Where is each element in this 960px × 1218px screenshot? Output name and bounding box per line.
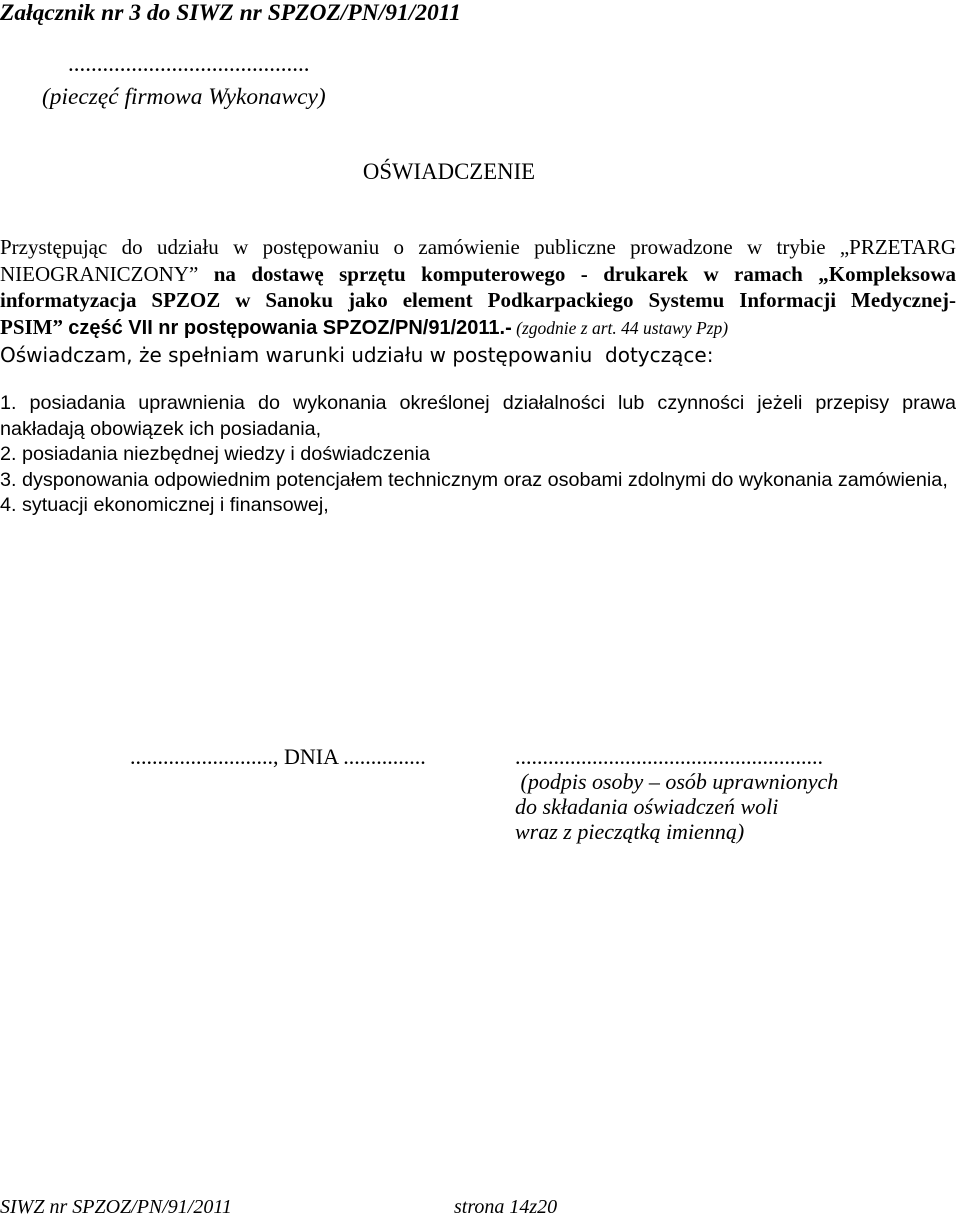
- intro-procedure-text: Przystępując do udziału w postępowaniu o zamówienie publiczne prowadzone w trybie „PRZETARG: [0, 235, 956, 259]
- intro-paragraph: [0, 234, 956, 341]
- intro-procedure-reference: część VII nr postępowania SPZOZ/PN/91/2011.-: [68, 316, 512, 339]
- intro-line-1: [0, 234, 956, 261]
- footer-reference: SIWZ nr SPZOZ/PN/91/2011: [0, 1196, 232, 1218]
- condition-item-2: 2. posiadania niezbędnej wiedzy i doświadczenia: [0, 443, 430, 465]
- intro-subject-text: na dostawę sprzętu komputerowego - drukarek w ramach „Kompleksowa: [213, 261, 956, 286]
- attachment-title: Załącznik nr 3 do SIWZ nr SPZOZ/PN/91/2011: [0, 0, 461, 26]
- signature-caption-line-2: do składania oświadczeń woli: [515, 794, 779, 819]
- company-stamp-caption: (pieczęć firmowa Wykonawcy): [42, 84, 326, 110]
- signature-placeholder: ........................................................: [515, 744, 823, 769]
- place-date-line: .........................., DNIA ...............: [130, 744, 426, 769]
- intro-line-2: [0, 261, 956, 288]
- signature-caption: [515, 769, 838, 844]
- signature-caption-line-3: wraz z pieczątką imienną): [515, 819, 745, 844]
- signature-caption-line-1: (podpis osoby – osób uprawnionych: [515, 769, 839, 794]
- intro-line-3: [0, 287, 956, 314]
- intro-legal-basis: (zgodnie z art. 44 ustawy Pzp): [511, 317, 729, 338]
- intro-line-4: [0, 314, 956, 342]
- intro-project-acronym: PSIM”: [0, 314, 69, 339]
- footer-page-number: strona 14z20: [454, 1196, 558, 1218]
- condition-item-1: 1. posiadania uprawnienia do wykonania określonej działalności lub czynności jeżeli przepisy prawa: [0, 392, 956, 414]
- declaration-text: Oświadczam, że spełniam warunki udziału w postępowaniu dotyczące:: [0, 343, 714, 367]
- condition-item-4: 4. sytuacji ekonomicznej i finansowej,: [0, 494, 329, 516]
- intro-procedure-mode: NIEOGRANICZONY”: [0, 261, 214, 286]
- condition-item-3: 3. dysponowania odpowiednim potencjałem technicznym oraz osobami zdolnymi do wykonania zamówienia,: [0, 468, 948, 491]
- conditions-list: [0, 391, 956, 519]
- document-heading: OŚWIADCZENIE: [362, 159, 536, 184]
- intro-project-text: informatyzacja SPZOZ w Sanoku jako element Podkarpackiego Systemu Informacji Medycznej-: [0, 288, 956, 312]
- condition-item-1-continuation: nakładają obowiązek ich posiadania,: [0, 417, 322, 440]
- company-stamp-placeholder: ..........................................: [68, 51, 310, 76]
